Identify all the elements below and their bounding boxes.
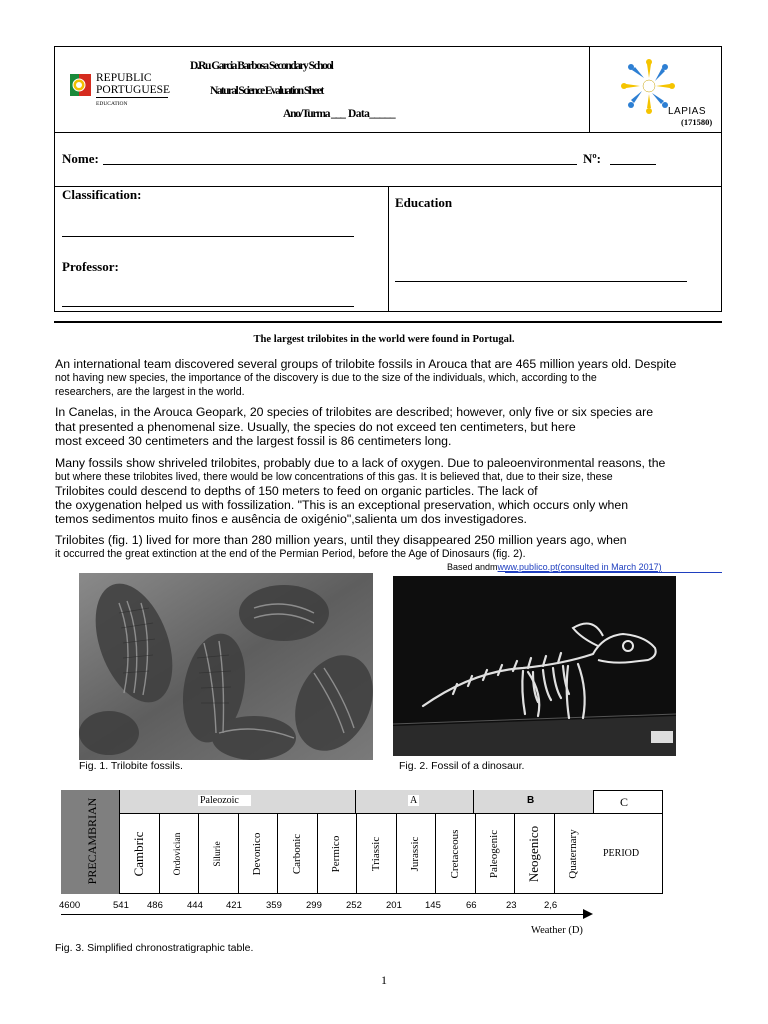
period-label-neogenico: Neogenico [525, 825, 541, 883]
header-divider-vertical [589, 47, 590, 132]
paragraph-line: Trilobites (fig. 1) lived for more than 280 million years, until they disappeared 250 million years ago, when [55, 533, 627, 547]
republic-line1: REPUBLIC [96, 72, 152, 84]
name-input-line[interactable] [103, 164, 577, 165]
period-label-devonico: Devonico [251, 832, 264, 876]
period-label-cambric: Cambric [130, 831, 146, 877]
paragraph-line: most exceed 30 centimeters and the largest fossil is 86 centimeters long. [55, 434, 452, 448]
period-label-paleogenic: Paleogenic [488, 829, 501, 879]
professor-label: Professor: [62, 259, 119, 274]
paragraph-line: Trilobites could descend to depths of 150 meters to feed on organic particles. The lack of [55, 484, 538, 498]
fig1-caption: Fig. 1. Trilobite fossils. [79, 760, 183, 772]
source-link-underline [505, 572, 722, 573]
period-label: PERIOD [603, 848, 653, 859]
period-label-triassic: Triassic [369, 836, 382, 872]
date-field[interactable]: Data_____ [348, 108, 395, 120]
education-input-line[interactable] [395, 281, 687, 282]
sheet-title: Natural Science Evaluation Sheet [210, 85, 323, 97]
header-divider-vertical [388, 186, 389, 312]
paragraph-line: that presented a phenomenal size. Usually, the species do not exceed ten centimeters, but here [55, 420, 576, 434]
fig3-caption: Fig. 3. Simplified chronostratigraphic table. [55, 942, 254, 954]
source-citation [447, 562, 662, 572]
period-label-cretaceous: Cretaceous [448, 829, 461, 879]
period-label-carbonic: Carbonic [290, 833, 303, 875]
header-divider [55, 132, 721, 133]
classification-label: Classification: [62, 187, 142, 202]
paragraph-line: not having new species, the importance of the discovery is due to the size of the individuals, which, according to the [55, 372, 597, 384]
timeline-tick-label: 486 [147, 900, 163, 911]
paragraph-line: it occurred the great extinction at the end of the Permian Period, before the Age of Dinosaurs (fig. 2). [55, 548, 526, 560]
period-label-jurassic: Jurassic [409, 836, 422, 872]
logo-rule [96, 97, 168, 98]
paragraph-line: In Canelas, in the Arouca Geopark, 20 species of trilobites are described; however, only five or six species are [55, 405, 654, 419]
timeline-tick-label: 66 [466, 900, 477, 911]
lapias-text: LAPIAS [668, 106, 707, 117]
number-input-line[interactable] [610, 164, 656, 165]
republic-emblem-icon [70, 72, 92, 96]
period-label-permico: Permico [330, 835, 343, 873]
lapias-code: (171580) [681, 117, 713, 127]
timeline-arrow-icon [583, 909, 593, 919]
era-paleozoic-label: Paleozoic [198, 795, 251, 806]
period-label-silurie: Silurie [212, 841, 223, 867]
timeline-tick-label: 201 [386, 900, 402, 911]
precambrian-label: PRECAMBRIAN [85, 797, 99, 885]
article-title: The largest trilobites in the world were found in Portugal. [253, 334, 515, 345]
dinosaur-fossil-image [393, 576, 676, 756]
source-prefix: Based andm [447, 562, 498, 572]
paragraph-line: researchers, are the largest in the world. [55, 386, 245, 398]
timeline-tick-label: 421 [226, 900, 242, 911]
timeline-tick-label: 359 [266, 900, 282, 911]
timeline-tick-label: 2,6 [544, 900, 558, 911]
section-divider [54, 321, 722, 323]
timeline-tick-label: 299 [306, 900, 322, 911]
school-name: D.Ru Garcia Barbosa Secondary School [190, 60, 333, 72]
education-label: Education [395, 195, 453, 210]
fig2-caption: Fig. 2. Fossil of a dinosaur. [399, 760, 525, 772]
era-a-label: A [410, 795, 418, 806]
timeline-tick-label: 4600 [59, 900, 81, 911]
republic-line2: PORTUGUESE [96, 84, 171, 96]
paragraph-line: An international team discovered several groups of trilobite fossils in Arouca that are 465 million years old. Despite [55, 357, 677, 371]
period-label-ordovician: Ordovician [173, 832, 184, 876]
timeline-tick-label: 23 [506, 900, 517, 911]
professor-input-line[interactable] [62, 306, 354, 307]
trilobite-fossils-image [79, 573, 373, 760]
era-b-label: B [527, 795, 535, 806]
timeline-axis [61, 914, 586, 915]
name-label: Nome: [62, 151, 99, 166]
timeline-tick-label: 444 [187, 900, 203, 911]
paragraph-line: but where these trilobites lived, there would be low concentrations of this gas. It is believed that, due to their size, these [55, 471, 613, 483]
timeline-tick-label: 541 [113, 900, 129, 911]
timeline-tick-label: 145 [425, 900, 441, 911]
paragraph-line: temos sedimentos muito finos e ausência de oxigénio",salienta um dos investigadores. [55, 512, 527, 526]
education-small: EDUCATION [96, 101, 128, 107]
timeline-tick-label: 252 [346, 900, 362, 911]
source-link[interactable]: www.publico.pt(consulted in March 2017) [497, 562, 662, 572]
paragraph-line: the oxygenation helped us with fossilization. "This is an exceptional preservation, which occurs only when [55, 498, 629, 512]
paragraph-line: Many fossils show shriveled trilobites, probably due to a lack of oxygen. Due to paleoenvironmental reasons, the [55, 456, 666, 470]
year-class-field[interactable]: Ano/Turma ___ [283, 108, 345, 120]
number-label: Nº: [583, 151, 602, 166]
era-c-label: C [620, 795, 629, 809]
timeline-axis-label: Weather (D) [531, 925, 583, 936]
classification-input-line[interactable] [62, 236, 354, 237]
page-number: 1 [381, 973, 387, 987]
period-label-quaternary: Quaternary [567, 829, 580, 879]
